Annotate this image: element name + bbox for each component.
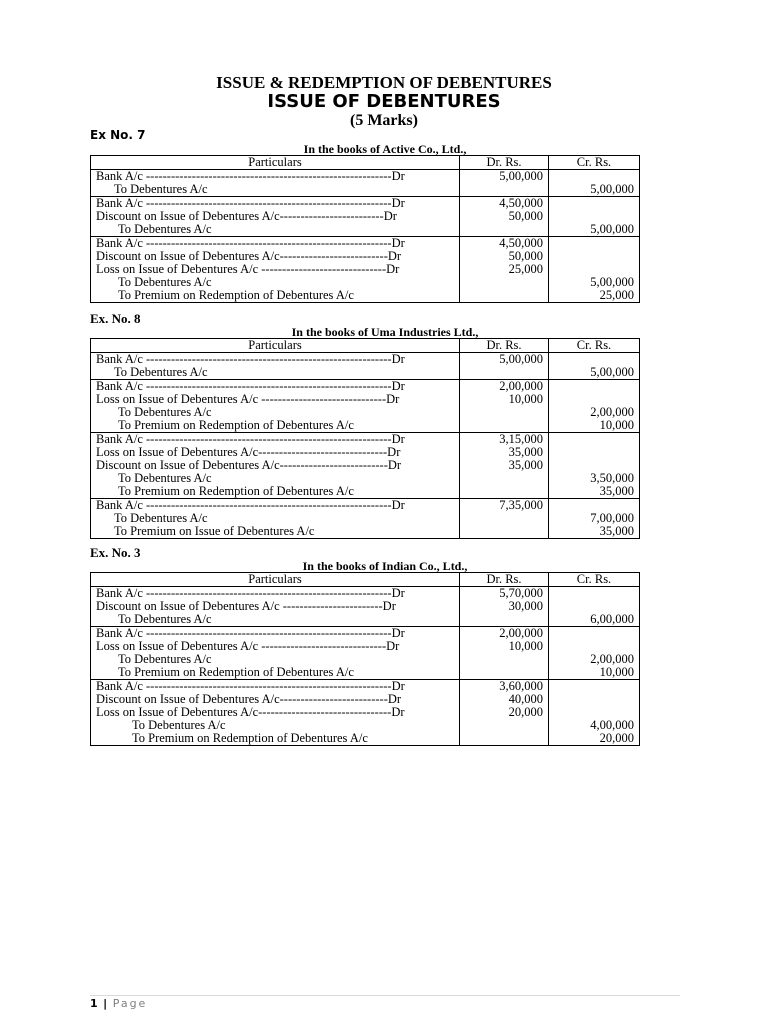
credit-account-text: To Debentures A/c — [114, 365, 208, 379]
debit-account-text: Loss on Issue of Debentures A/c--------------------------------Dr — [96, 705, 405, 719]
debit-amount: 3,60,000 — [499, 679, 543, 693]
debit-amount — [465, 653, 543, 666]
debit-amount: 50,000 — [508, 209, 543, 223]
debit-amount: 50,000 — [508, 249, 543, 263]
debit-account-text: Bank A/c -----------------------------------------------------------Dr — [96, 196, 405, 210]
debit-account-text: Discount on Issue of Debentures A/c ------------------------Dr — [96, 599, 396, 613]
journal-entry-row — [91, 627, 640, 680]
particulars-cell — [91, 197, 460, 237]
table-header-row — [91, 156, 640, 170]
debit-amount: 5,70,000 — [499, 586, 543, 600]
credit-amount — [554, 197, 634, 210]
credit-cell — [549, 433, 640, 499]
debit-account-text: Discount on Issue of Debentures A/c--------------------------Dr — [96, 458, 402, 472]
debit-amount — [465, 525, 543, 538]
credit-amount: 20,000 — [599, 731, 634, 745]
credit-account-text: To Debentures A/c — [118, 275, 212, 289]
credit-cell — [549, 237, 640, 303]
debit-amount — [465, 512, 543, 525]
debit-account-text: Bank A/c -----------------------------------------------------------Dr — [96, 626, 405, 640]
book-title: In the books of Active Co., Ltd., — [303, 142, 467, 156]
page-footer — [90, 997, 147, 1010]
document-title: ISSUE & REDEMPTION OF DEBENTURES — [216, 73, 552, 92]
credit-cell — [549, 587, 640, 627]
credit-account-text: To Debentures A/c — [118, 652, 212, 666]
debit-account-text: Bank A/c -----------------------------------------------------------Dr — [96, 352, 405, 366]
credit-amount — [554, 693, 634, 706]
credit-account-text: To Premium on Redemption of Debentures A/c — [118, 484, 354, 498]
debit-account-text: Bank A/c -----------------------------------------------------------Dr — [96, 379, 405, 393]
credit-account-text: To Debentures A/c — [118, 405, 212, 419]
debit-amount — [465, 472, 543, 485]
debit-header: Dr. Rs. — [460, 156, 549, 170]
credit-amount: 7,00,000 — [590, 511, 634, 525]
particulars-cell — [91, 587, 460, 627]
credit-amount — [554, 237, 634, 250]
credit-account-text: To Premium on Redemption of Debentures A/c — [118, 418, 354, 432]
particulars-cell — [91, 380, 460, 433]
credit-amount — [554, 446, 634, 459]
debit-amount — [465, 406, 543, 419]
page-number: 1 — [90, 997, 98, 1010]
credit-amount: 2,00,000 — [590, 652, 634, 666]
credit-amount — [554, 680, 634, 693]
debit-amount: 4,50,000 — [499, 236, 543, 250]
credit-cell — [549, 499, 640, 539]
debit-cell — [460, 237, 549, 303]
credit-amount — [554, 250, 634, 263]
credit-amount — [554, 380, 634, 393]
journal-entry-row — [91, 353, 640, 380]
particulars-header: Particulars — [91, 156, 460, 170]
exercise-label: Ex. No. 3 — [90, 545, 141, 560]
journal-table — [90, 572, 640, 746]
debit-account-text: Bank A/c -----------------------------------------------------------Dr — [96, 169, 405, 183]
debit-amount — [465, 485, 543, 498]
debit-header: Dr. Rs. — [460, 573, 549, 587]
credit-account-text: To Debentures A/c — [132, 718, 226, 732]
debit-amount: 35,000 — [508, 458, 543, 472]
debit-account-text: Loss on Issue of Debentures A/c ------------------------------Dr — [96, 262, 400, 276]
credit-cell — [549, 197, 640, 237]
debit-amount: 35,000 — [508, 445, 543, 459]
debit-account-text: Discount on Issue of Debentures A/c-------------------------Dr — [96, 209, 397, 223]
credit-account-text: To Debentures A/c — [118, 471, 212, 485]
credit-amount: 35,000 — [599, 524, 634, 538]
debit-cell — [460, 380, 549, 433]
credit-amount: 4,00,000 — [590, 718, 634, 732]
book-title: In the books of Uma Industries Ltd., — [291, 325, 479, 339]
debit-amount: 4,50,000 — [499, 196, 543, 210]
credit-account-text: To Premium on Issue of Debentures A/c — [114, 524, 315, 538]
debit-account-text: Loss on Issue of Debentures A/c ------------------------------Dr — [96, 639, 400, 653]
particulars-cell — [91, 627, 460, 680]
credit-amount: 6,00,000 — [590, 612, 634, 626]
debit-amount — [465, 613, 543, 626]
debit-amount: 25,000 — [508, 262, 543, 276]
debit-cell — [460, 353, 549, 380]
debit-amount — [465, 366, 543, 379]
debit-amount — [465, 666, 543, 679]
credit-account-text: To Debentures A/c — [118, 222, 212, 236]
page-label: Page — [112, 997, 148, 1010]
journal-entry-row — [91, 380, 640, 433]
debit-amount — [465, 719, 543, 732]
debit-amount — [465, 732, 543, 745]
journal-table — [90, 338, 640, 539]
credit-cell — [549, 627, 640, 680]
particulars-header: Particulars — [91, 573, 460, 587]
marks-label: (5 Marks) — [350, 112, 418, 129]
credit-amount: 35,000 — [599, 484, 634, 498]
credit-account-text: To Debentures A/c — [114, 511, 208, 525]
credit-account-text: To Premium on Redemption of Debentures A/c — [118, 288, 354, 302]
credit-header: Cr. Rs. — [549, 156, 640, 170]
credit-amount: 5,00,000 — [590, 275, 634, 289]
book-title: In the books of Indian Co., Ltd., — [302, 559, 468, 573]
particulars-cell — [91, 433, 460, 499]
particulars-cell — [91, 353, 460, 380]
debit-account-text: Discount on Issue of Debentures A/c--------------------------Dr — [96, 692, 402, 706]
debit-cell — [460, 587, 549, 627]
debit-account-text: Loss on Issue of Debentures A/c ------------------------------Dr — [96, 392, 400, 406]
journal-entry-row — [91, 499, 640, 539]
debit-account-text: Bank A/c -----------------------------------------------------------Dr — [96, 236, 405, 250]
debit-cell — [460, 433, 549, 499]
debit-amount: 5,00,000 — [499, 352, 543, 366]
credit-amount: 5,00,000 — [590, 365, 634, 379]
credit-account-text: To Debentures A/c — [118, 612, 212, 626]
credit-amount: 2,00,000 — [590, 405, 634, 419]
document-subtitle: ISSUE OF DEBENTURES — [267, 91, 501, 112]
debit-amount: 3,15,000 — [499, 432, 543, 446]
debit-amount — [465, 289, 543, 302]
debit-header: Dr. Rs. — [460, 339, 549, 353]
credit-amount: 25,000 — [599, 288, 634, 302]
credit-amount: 5,00,000 — [590, 222, 634, 236]
journal-entry-row — [91, 237, 640, 303]
debit-amount — [465, 223, 543, 236]
debit-amount: 30,000 — [508, 599, 543, 613]
debit-account-text: Loss on Issue of Debentures A/c-------------------------------Dr — [96, 445, 401, 459]
debit-amount: 2,00,000 — [499, 626, 543, 640]
debit-amount: 10,000 — [508, 392, 543, 406]
table-header-row — [91, 339, 640, 353]
footer-divider — [90, 995, 680, 996]
journal-entry-row — [91, 680, 640, 746]
table-header-row — [91, 573, 640, 587]
credit-cell — [549, 170, 640, 197]
credit-amount: 3,50,000 — [590, 471, 634, 485]
exercise-label: Ex. No. 8 — [90, 311, 141, 326]
credit-account-text: To Debentures A/c — [114, 182, 208, 196]
journal-entry-row — [91, 433, 640, 499]
debit-amount — [465, 419, 543, 432]
footer-separator: | — [103, 997, 108, 1010]
journal-entry-row — [91, 197, 640, 237]
credit-account-text: To Premium on Redemption of Debentures A/c — [132, 731, 368, 745]
credit-amount: 5,00,000 — [590, 182, 634, 196]
credit-amount: 10,000 — [599, 418, 634, 432]
credit-account-text: To Premium on Redemption of Debentures A/c — [118, 665, 354, 679]
credit-amount: 10,000 — [599, 665, 634, 679]
exercise-label: Ex No. 7 — [90, 128, 146, 142]
debit-amount: 2,00,000 — [499, 379, 543, 393]
credit-header: Cr. Rs. — [549, 339, 640, 353]
particulars-cell — [91, 680, 460, 746]
journal-entry-row — [91, 170, 640, 197]
debit-amount: 10,000 — [508, 639, 543, 653]
credit-header: Cr. Rs. — [549, 573, 640, 587]
debit-cell — [460, 627, 549, 680]
debit-account-text: Discount on Issue of Debentures A/c--------------------------Dr — [96, 249, 402, 263]
debit-amount: 40,000 — [508, 692, 543, 706]
particulars-cell — [91, 499, 460, 539]
credit-amount — [554, 587, 634, 600]
debit-cell — [460, 170, 549, 197]
debit-account-text: Bank A/c -----------------------------------------------------------Dr — [96, 498, 405, 512]
credit-cell — [549, 353, 640, 380]
debit-cell — [460, 499, 549, 539]
credit-amount — [554, 627, 634, 640]
credit-amount — [554, 433, 634, 446]
debit-account-text: Bank A/c -----------------------------------------------------------Dr — [96, 586, 405, 600]
journal-table — [90, 155, 640, 303]
debit-amount: 5,00,000 — [499, 169, 543, 183]
debit-cell — [460, 680, 549, 746]
particulars-cell — [91, 170, 460, 197]
credit-cell — [549, 380, 640, 433]
debit-amount — [465, 276, 543, 289]
debit-amount: 7,35,000 — [499, 498, 543, 512]
debit-cell — [460, 197, 549, 237]
debit-account-text: Bank A/c -----------------------------------------------------------Dr — [96, 432, 405, 446]
credit-cell — [549, 680, 640, 746]
particulars-header: Particulars — [91, 339, 460, 353]
debit-account-text: Bank A/c -----------------------------------------------------------Dr — [96, 679, 405, 693]
particulars-cell — [91, 237, 460, 303]
debit-amount: 20,000 — [508, 705, 543, 719]
journal-entry-row — [91, 587, 640, 627]
debit-amount — [465, 183, 543, 196]
